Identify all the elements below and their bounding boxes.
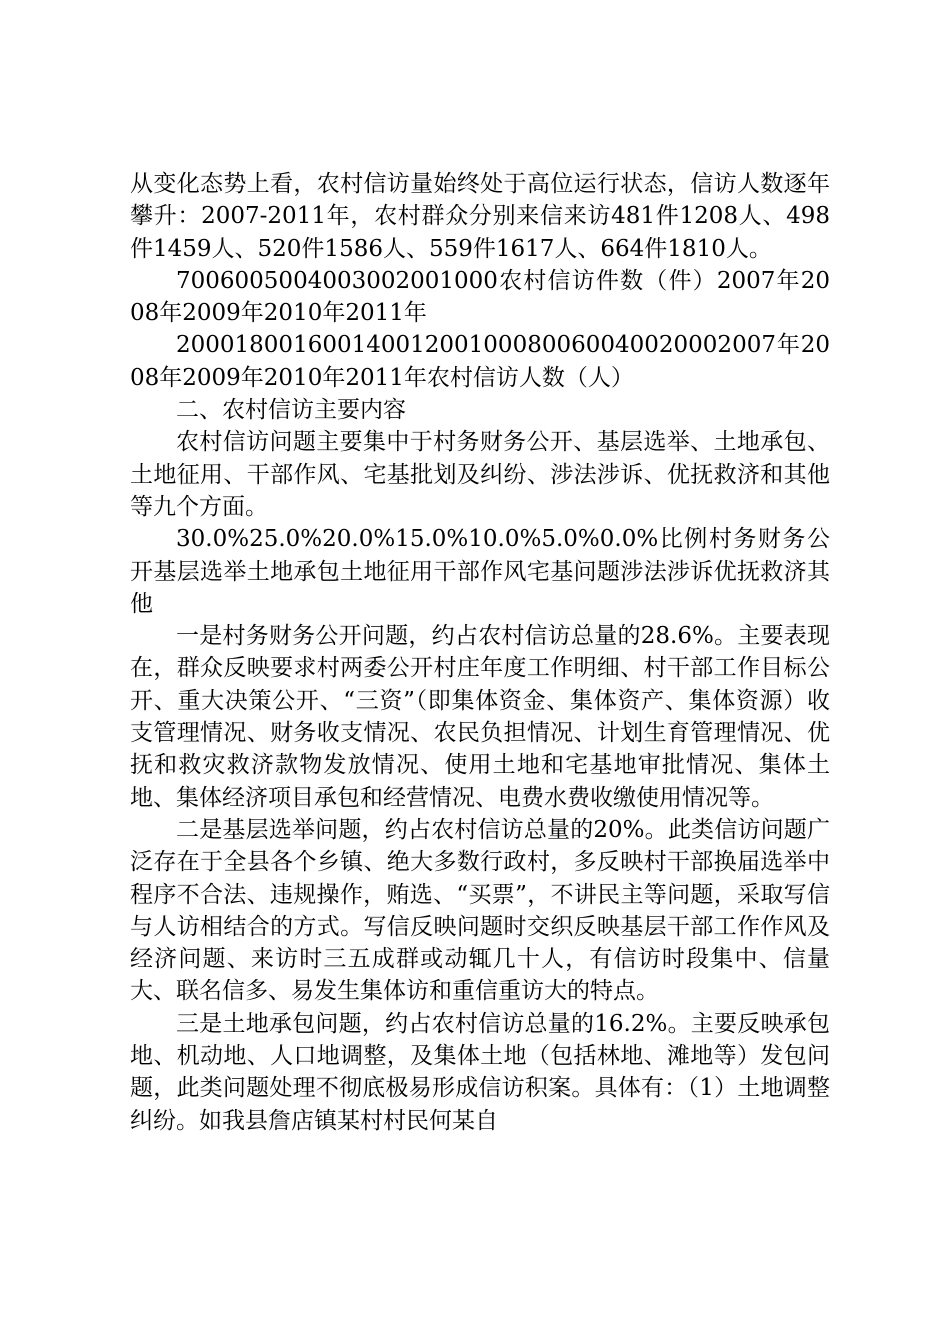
section-heading-main-content: 二、农村信访主要内容 — [176, 397, 406, 424]
paragraph-land-contract: 三是土地承包问题，约占农村信访总量的16.2%。主要反映承包地、机动地、人口地调整，及集体土地（包括林地、滩地等）发包问题，此类问题处理不彻底极易形成信访积案。具体有：（1）土地调整纠纷。如我县詹店镇某村村民何某自 — [130, 1010, 830, 1134]
paragraph-chart-people-residue: 20001800160014001200100080060040020002007年2008年2009年2010年2011年农村信访人数（人） — [130, 332, 830, 391]
paragraph-chart-ratio-residue: 30.0%25.0%20.0%15.0%10.0%5.0%0.0%比例村务财务公开基层选举土地承包土地征用干部作风宅基问题涉法涉诉优抚救济其他 — [130, 526, 830, 617]
paragraph-grassroots-election: 二是基层选举问题，约占农村信访总量的20%。此类信访问题广泛存在于全县各个乡镇、绝大多数行政村，多反映村干部换届选举中程序不合法、违规操作，贿选、“买票”，不讲民主等问题，采取写信与人访相结合的方式。写信反映问题时交织反映基层干部工作作风及经济问题、来访时三五成群或动辄几十人，有信访时段集中、信量大、联名信多、易发生集体访和重信重访大的特点。 — [130, 816, 830, 1005]
paragraph-trend-summary: 从变化态势上看，农村信访量始终处于高位运行状态，信访人数逐年攀升：2007-2011年，农村群众分别来信来访481件1208人、498件1459人、520件1586人、559件1617人、664件1810人。 — [130, 171, 830, 262]
paragraph-nine-aspects: 农村信访问题主要集中于村务财务公开、基层选举、土地承包、土地征用、干部作风、宅基批划及纠纷、涉法涉诉、优抚救济和其他等九个方面。 — [130, 429, 830, 520]
document-page — [130, 168, 830, 1137]
paragraph-chart-cases-residue: 7006005004003002001000农村信访件数（件）2007年2008年2009年2010年2011年 — [130, 267, 830, 327]
paragraph-village-affairs: 一是村务财务公开问题，约占农村信访总量的28.6%。主要表现在，群众反映要求村两委公开村庄年度工作明细、村干部工作目标公开、重大决策公开、“三资”（即集体资金、集体资产、集体资源）收支管理情况、财务收支情况、农民负担情况、计划生育管理情况、优抚和救灾救济款物发放情况、使用土地和宅基地审批情况、集体土地、集体经济项目承包和经营情况、电费水费收缴使用情况等。 — [130, 623, 830, 811]
